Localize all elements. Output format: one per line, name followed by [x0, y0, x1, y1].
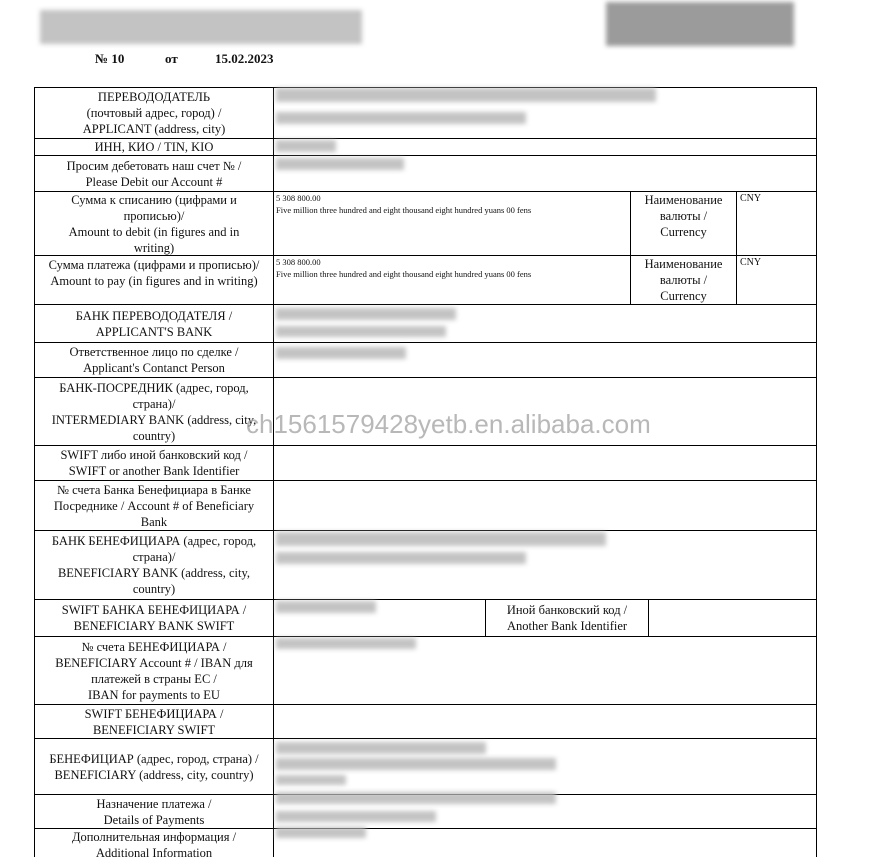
- date-prefix: от: [165, 51, 178, 66]
- document-number: № 10: [95, 51, 125, 66]
- intermediary-swift-label: SWIFT либо иной банковский код / SWIFT or another Bank Identifier: [60, 448, 248, 478]
- currency-debit: CNY: [740, 193, 762, 204]
- watermark-text: ch1561579428yetb.en.alibaba.com: [246, 409, 651, 439]
- additional-info-label: Дополнительная информация / Additional Information: [71, 830, 237, 860]
- beneficiary-account-label: № счета БЕНЕФИЦИАРА / BENEFICIARY Account # / IBAN для платежей в страны ЕС / IBAN for payments to EU: [55, 639, 253, 702]
- redacted-beneficiary-account: [276, 638, 416, 649]
- applicant-bank-label: БАНК ПЕРЕВОДОДАТЕЛЯ / APPLICANT'S BANK: [75, 308, 233, 339]
- redacted-beneficiary-bank-swift: [276, 601, 376, 613]
- payment-details-label: Назначение платежа / Details of Payments: [96, 796, 212, 827]
- amount-pay-words: Five million three hundred and eight thousand eight hundred yuans 00 fens: [276, 269, 532, 279]
- amount-pay-figure: 5 308 800.00: [276, 257, 321, 267]
- redacted-applicant-2: [276, 112, 526, 124]
- redacted-payment-details-2: [276, 811, 436, 822]
- beneficiary-bank-label: БАНК БЕНЕФИЦИАРА (адрес, город, страна)/ BENEFICIARY BANK (address, city, country): [51, 534, 257, 596]
- currency-label-pay: Наименование валюты / Currency: [644, 257, 723, 303]
- beneficiary-bank-swift-label: SWIFT БАНКА БЕНЕФИЦИАРА / BENEFICIARY BANK SWIFT: [61, 603, 247, 633]
- redacted-additional-info: [276, 827, 366, 838]
- amount-debit-words: Five million three hundred and eight thousand eight hundred yuans 00 fens: [276, 205, 532, 215]
- amount-debit-label: Сумма к списанию (цифрами и прописью)/ Amount to debit (in figures and in writing): [68, 192, 240, 255]
- beneficiary-label: БЕНЕФИЦИАР (адрес, город, страна) / BENEFICIARY (address, city, country): [49, 751, 259, 782]
- currency-pay: CNY: [740, 257, 762, 268]
- redacted-applicant-bank: [276, 308, 456, 320]
- redacted-beneficiary-3: [276, 775, 346, 785]
- redacted-beneficiary-2: [276, 758, 556, 770]
- redacted-applicant: [276, 88, 656, 102]
- tin-label: ИНН, КИО / TIN, KIO: [94, 140, 214, 154]
- debit-account-label: Просим дебетовать наш счет № / Please Debit our Account #: [66, 158, 242, 189]
- redacted-tin: [276, 140, 336, 152]
- amount-pay-label: Сумма платежа (цифрами и прописью)/ Amount to pay (in figures and in writing): [48, 257, 260, 288]
- intermediary-account-label: № счета Банка Бенефициара в Банке Посреднике / Account # of Beneficiary Bank: [53, 482, 255, 529]
- redacted-debit-account: [276, 158, 404, 170]
- redacted-beneficiary-bank-2: [276, 552, 526, 564]
- currency-label-debit: Наименование валюты / Currency: [644, 193, 723, 239]
- redacted-beneficiary-bank: [276, 532, 606, 546]
- redacted-applicant-bank-2: [276, 326, 446, 337]
- redacted-beneficiary: [276, 742, 486, 754]
- amount-debit-figure: 5 308 800.00: [276, 193, 321, 203]
- redacted-contact: [276, 347, 406, 359]
- contact-person-label: Ответственное лицо по сделке / Applicant's Contanct Person: [69, 345, 239, 375]
- redacted-payment-details: [276, 792, 556, 804]
- intermediary-bank-label: БАНК-ПОСРЕДНИК (адрес, город, страна)/ INTERMEDIARY BANK (address, city, country): [51, 380, 257, 443]
- applicant-label: ПЕРЕВОДОДАТЕЛЬ (почтовый адрес, город) / APPLICANT (address, city): [82, 90, 226, 136]
- other-bank-identifier-label: Иной банковский код / Another Bank Identifier: [506, 603, 628, 633]
- document-date: 15.02.2023: [215, 51, 274, 66]
- beneficiary-swift-label: SWIFT БЕНЕФИЦИАРА / BENEFICIARY SWIFT: [84, 706, 224, 737]
